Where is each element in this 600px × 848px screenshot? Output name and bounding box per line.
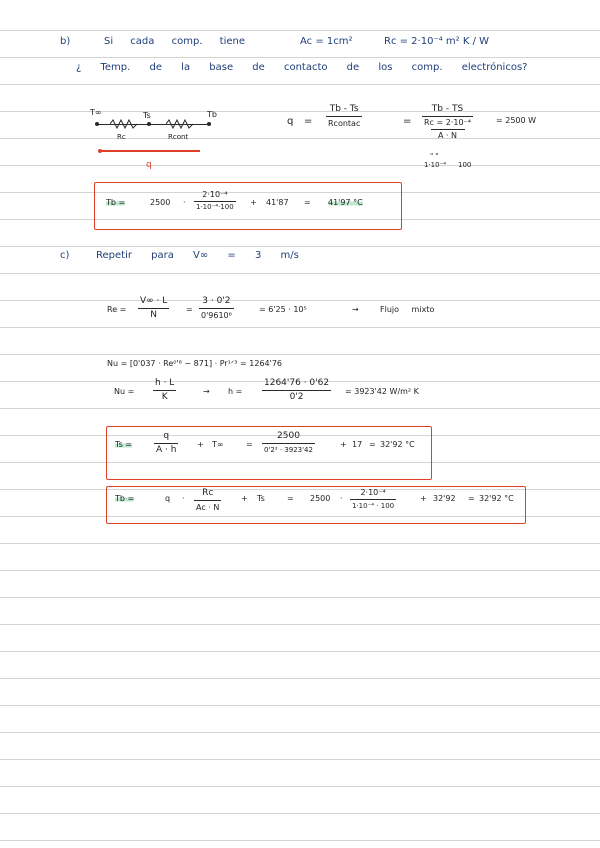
circuit-r-conv: Rc [117,133,126,141]
section-b-label: b) [60,36,71,47]
tb-b-dot: · [183,198,186,207]
re-flow-note: Flujo mixto [380,305,435,314]
resistor-conv-icon [110,119,138,129]
ts-fraction-1 [154,431,178,456]
tb-b-frac-num: 2·10⁻⁴ [202,190,228,199]
re-eq: = [186,305,193,314]
circuit-t-s: Ts [143,111,151,120]
section-b-statement: Si cada comp. tiene [104,36,245,47]
re-f1-den: N [150,310,157,320]
heat-quote-marks: " " [430,152,439,160]
heat-under-left: 1·10⁻⁴ [424,161,447,169]
heat-eq1: = [304,116,313,127]
ts-t-inf: T∞ [212,440,224,449]
tb-c-val2: 32'92 [433,494,456,503]
tb-b-result: 41'97 °C [328,198,363,207]
ts-result: 32'92 °C [380,440,415,449]
nu-h-eq: h = [228,387,243,396]
re-result: = 6'25 · 10⁵ [259,305,307,314]
tb-b-frac-den: 1·10⁻⁴·100 [196,203,234,211]
ts-f1-num: q [163,431,170,441]
ts-plus: + [197,440,204,449]
heat-fraction-1 [326,104,362,129]
circuit-t-b: Tb [207,110,217,119]
re-fraction-1 [138,296,169,321]
tb-b-fraction [194,189,236,212]
tb-c-f2-num: 2·10⁻⁴ [360,488,386,497]
tb-c-plus2: + [420,494,427,503]
ts-f2-num: 2500 [277,431,300,441]
ts-fraction-2 [262,431,315,455]
tb-c-f2-den: 1·10⁻⁴ · 100 [352,502,395,510]
tb-b-plus: + [250,198,257,207]
section-c-label: c) [60,250,70,261]
heat-flow-label: q [146,160,152,170]
tb-c-f1-num: Rc [202,488,214,498]
ts-lhs: Ts = [115,440,132,449]
section-b-question: ¿ Temp. de la base de contacto de los comp. electrónicos? [76,62,528,73]
heat-lhs: q [287,116,294,127]
ts-eq: = [246,440,253,449]
tb-c-fraction-2 [350,487,396,511]
tb-c-eq: = [287,494,294,503]
re-arrow: → [352,305,359,314]
section-c-statement: Repetir para V∞ = 3 m/s [96,250,299,261]
tb-c-dot2: · [340,494,343,503]
tb-c-result: 32'92 °C [479,494,514,503]
re-f2-num: 3 · 0'2 [202,296,231,306]
heat-fraction-2 [422,104,473,141]
tb-b-val1: 2500 [150,198,171,207]
h-result: = 3923'42 W/m² K [345,387,419,396]
re-fraction-2 [199,296,234,321]
heat-f2-den-top: Rc = 2·10⁻⁴ [424,118,471,127]
re-f1-num: V∞ · L [140,296,168,306]
tb-b-lhs: Tb = [106,198,126,207]
nu-correlation: Nu = [0'037 · Re⁰'⁸ − 871] · Pr¹ᐟ³ = 1264'76 [107,359,282,368]
tb-c-q: q [165,494,171,503]
contact-area: Ac = 1cm² [300,36,353,47]
tb-b-val2: 41'87 [266,198,289,207]
nu-fraction-2 [262,378,331,403]
tb-c-val1: 2500 [310,494,331,503]
ts-f1-den: A · h [156,445,177,455]
tb-c-f1-den: Ac · N [196,503,220,512]
ts-plus2: + [340,440,347,449]
re-lhs: Re = [107,305,127,314]
circuit-r-cont: Rcont [168,133,189,141]
nu-f2-den: 0'2 [289,392,304,402]
heat-f1-num: Tb - Ts [329,104,359,114]
ts-eq2: = [369,440,376,449]
tb-c-lhs: Tb = [115,494,135,503]
heat-f1-den: Rcontac [328,119,361,128]
re-f2-den: 0'9610⁶ [201,311,232,320]
heat-under-right: 100 [458,161,472,169]
resistor-cont-icon [166,119,194,129]
ts-val: 17 [352,440,363,449]
tb-c-dot: · [182,494,185,503]
tb-c-plus: + [241,494,248,503]
nu-lhs: Nu = [114,387,135,396]
tb-c-ts: Ts [257,494,265,503]
nu-fraction-1 [153,378,176,403]
tb-b-eq: = [304,198,311,207]
heat-flow-line [100,150,200,152]
contact-resistance: Rc = 2·10⁻⁴ m² K / W [384,36,490,47]
nu-f2-num: 1264'76 · 0'62 [264,378,330,388]
heat-eq2: = [403,116,412,127]
tb-c-fraction-1 [194,488,221,513]
nu-arrow: → [203,387,210,396]
answer-box-tb-c [106,486,526,524]
nu-f1-num: h · L [155,378,175,388]
circuit-t-inf: T∞ [90,108,102,117]
ts-f2-den: 0'2² · 3923'42 [264,446,313,454]
nu-f1-den: K [161,392,168,402]
tb-c-eq2: = [468,494,475,503]
heat-f2-den-bottom: A · N [437,131,458,140]
heat-f2-num: Tb - TS [431,104,464,114]
heat-result: = 2500 W [496,116,537,125]
